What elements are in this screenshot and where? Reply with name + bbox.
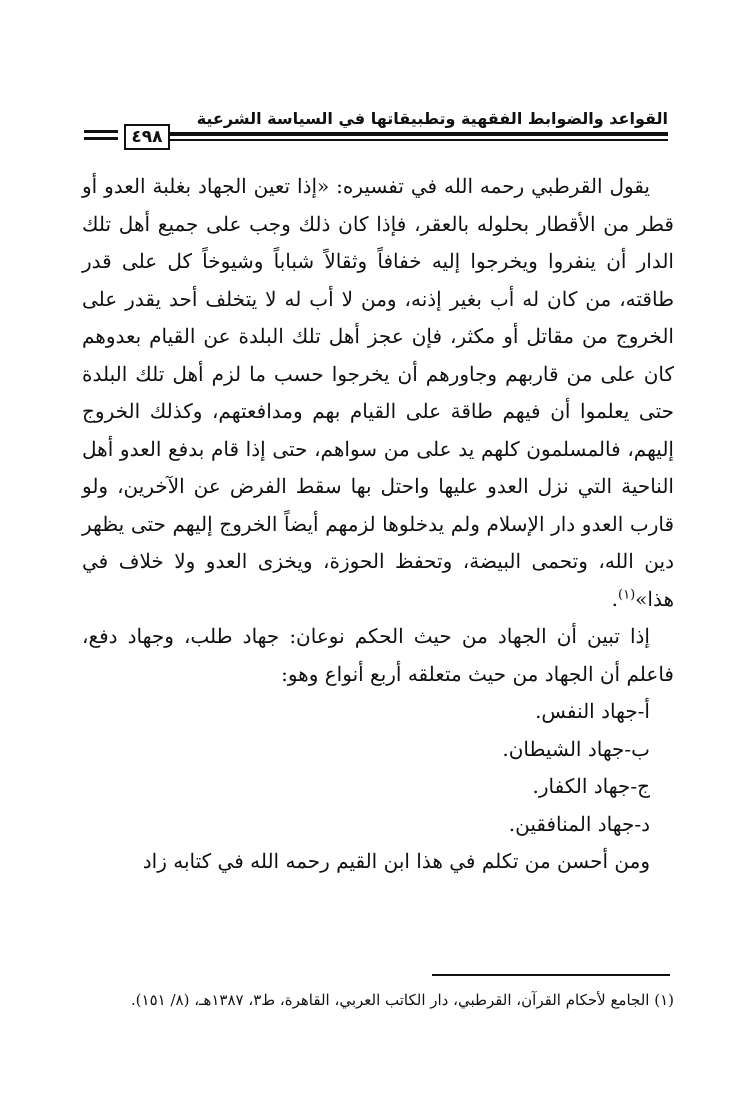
list-item: ب-جهاد الشيطان. — [502, 736, 650, 761]
footnote-reference: (١) — [618, 586, 636, 602]
book-title: القواعد والضوابط الفقهية وتطبيقاتها في السياسة الشرعية — [196, 109, 668, 128]
main-text — [82, 168, 674, 881]
types-paragraph: إذا تبين أن الجهاد من حيث الحكم نوعان: جهاد طلب، وجهاد دفع، فاعلم أن الجهاد من حيث متعلقه أربع أنواع وهو: — [82, 624, 674, 686]
page-number: ٤٩٨ — [124, 124, 170, 150]
list-item: ج-جهاد الكفار. — [532, 774, 650, 798]
page-number-dash-bottom — [84, 137, 118, 140]
quote-text: يقول القرطبي رحمه الله في تفسيره: «إذا تعين الجهاد بغلبة العدو أو قطر من الأقطار بحلوله بالعقر، فإذا كان ذلك وجب على جميع أهل تلك الدار أن ينفروا ويخرجوا إليه خفافاً وثقالاً شباباً وشيوخاً كل على قدر طاقته، من كان له أب بغير إذنه، ومن لا أب له لا يتخلف أحد يقدر على الخروج من مقاتل أو مكثر، فإن عجز أهل تلك البلدة عن القيام بعدوهم كان على من قاربهم وجاورهم أن يخرجوا حسب ما لزم أهل تلك البلدة حتى يعلموا أن فيهم طاقة على القيام بهم ومدافعتهم، وكذلك الخروج إليهم، فالمسلمون كلهم يد على من سواهم، حتى إذا قام بدفع العدو أهل الناحية التي نزل العدو عليها واحتل بها سقط الفرض عن الآخرين، ولو قارب العدو دار الإسلام ولم يدخلوها لزمهم أيضاً الخروج إليهم حتى يظهر دين الله، وتحمى البيضة، وتحفظ الحوزة، ويخزى العدو ولا خلاف في هذا» — [82, 174, 675, 611]
page-number-dash-top — [84, 130, 118, 133]
footnote: (١) الجامع لأحكام القرآن، القرطبي، دار الكاتب العربي، القاهرة، ط٣، ١٣٨٧هـ، (٨/ ١٥١). — [130, 991, 674, 1009]
list-item: أ-جهاد النفس. — [535, 699, 650, 723]
quote-paragraph: يقول القرطبي رحمه الله في تفسيره: «إذا تعين الجهاد بغلبة العدو أو قطر من الأقطار بحلوله بالعقر، فإذا كان ذلك وجب على جميع أهل تلك الدار أن ينفروا ويخرجوا إليه خفافاً وثقالاً شباباً وشيوخاً كل على قدر طاقته، من كان له أب بغير إذنه، ومن لا أب له لا يتخلف أحد يقدر على الخروج من مقاتل أو مكثر، فإن عجز أهل تلك البلدة عن القيام بعدوهم كان على من قاربهم وجاورهم أن يخرجوا حسب ما لزم أهل تلك البلدة حتى يعلموا أن فيهم طاقة على القيام بهم ومدافعتهم، وكذلك الخروج إليهم، فالمسلمون كلهم يد على من سواهم، حتى إذا قام بدفع العدو أهل الناحية التي نزل العدو عليها واحتل بها سقط الفرض عن الآخرين، ولو قارب العدو دار الإسلام ولم يدخلوها لزمهم أيضاً الخروج إليهم حتى يظهر دين الله، وتحمى البيضة، وتحفظ الحوزة، ويخزى العدو ولا خلاف في هذا»$^{(١)}$. — [82, 174, 675, 611]
running-header — [84, 108, 668, 148]
closing-paragraph: ومن أحسن من تكلم في هذا ابن القيم رحمه الله في كتابه زاد — [142, 849, 650, 873]
jihad-types-list — [82, 693, 674, 843]
footnote-separator — [432, 974, 670, 976]
header-rule-thin — [163, 139, 668, 141]
list-item: د-جهاد المنافقين. — [508, 811, 650, 836]
header-rule-thick — [163, 132, 668, 136]
